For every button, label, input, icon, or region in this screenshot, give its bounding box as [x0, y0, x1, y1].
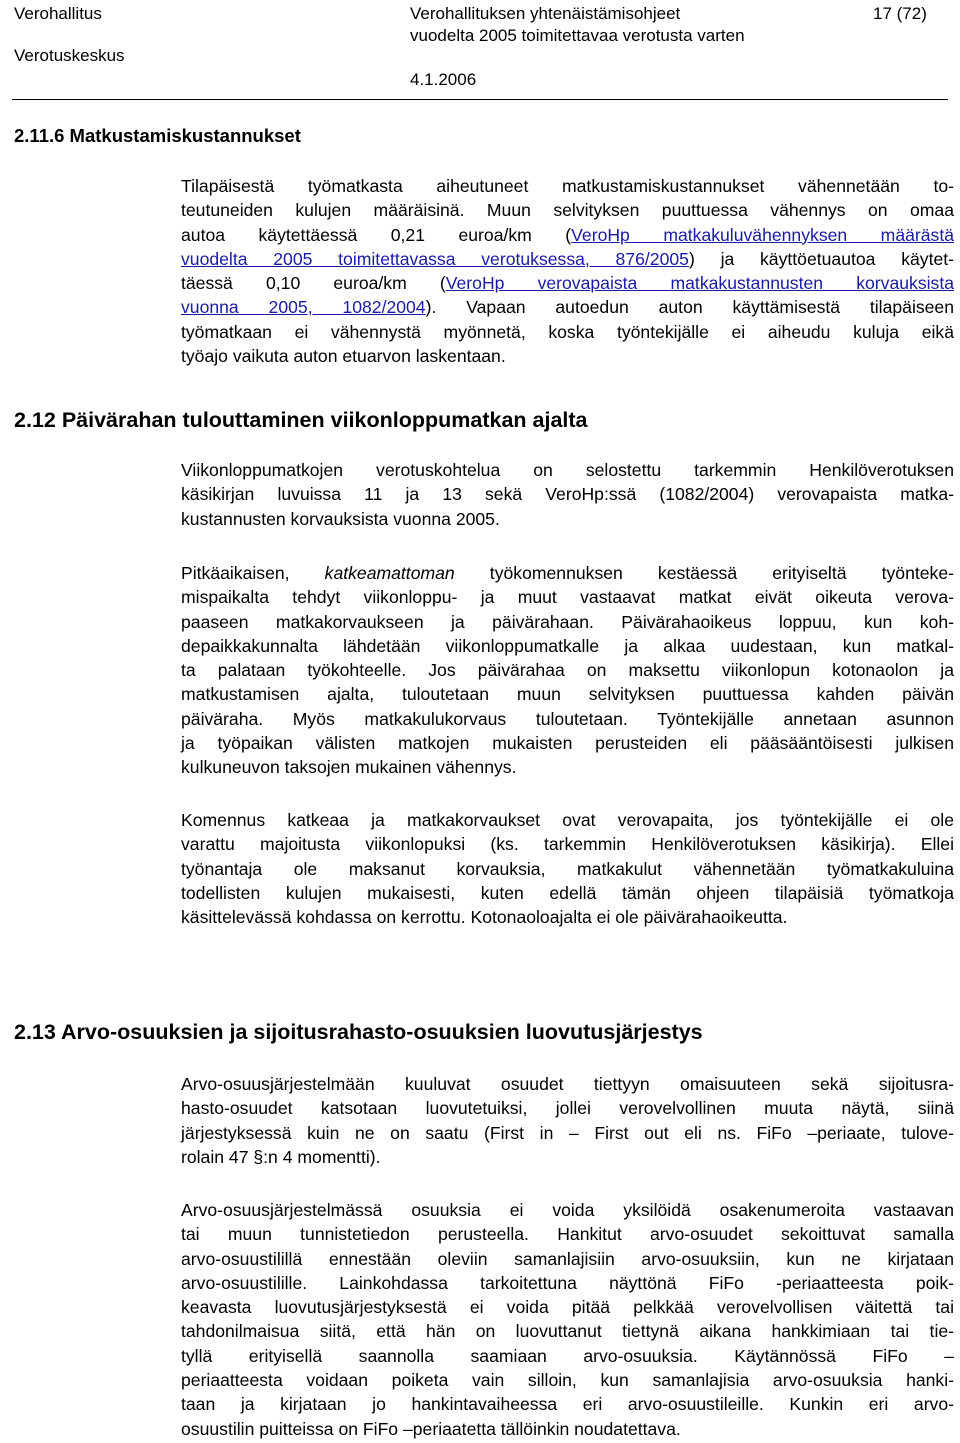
section-heading-2-11-6: 2.11.6 Matkustamiskustannukset [14, 125, 301, 146]
text-line: mispaikalta tehdyt viikonloppu- ja muut vastaavat matkat eivät oikeuta verova- [181, 587, 954, 608]
text-line: osuustilin puitteissa on FiFo –periaatetta tällöinkin noudatettava. [181, 1418, 681, 1439]
text-line: todellisten kulujen mukaisesti, kuten edellä tämän ohjeen tilapäisiä työmatkoja [181, 882, 954, 903]
link-verohp-1082-2004-cont[interactable]: vuonna 2005, 1082/2004 [181, 297, 426, 318]
text-line: käsittelevässä kohdassa on kerrottu. Kotonaoloajalta ei ole päivärahaoikeutta. [181, 907, 788, 928]
text-line: varattu majoitusta viikonlopuksi (ks. tarkemmin Henkilöverotuksen käsikirja). Ellei [181, 834, 954, 855]
text-line: kustannusten korvauksista vuonna 2005. [181, 508, 500, 529]
text-line: tahdonilmaisua siitä, että hän on luovuttanut tiettynä aikana hankkimiaan tai tie- [181, 1321, 954, 1342]
paragraph-book-entry-system [181, 1198, 954, 1441]
text-line: Arvo-osuusjärjestelmässä osuuksia ei voida yksilöidä osakenumeroita vastaavan [181, 1200, 954, 1220]
text-line: työajo vaikuta auton etuarvon laskentaan. [181, 346, 506, 367]
text-line: depaikkakunnalta lähdetään viikonloppumatkalle ja alkaa uudestaan, kun matkal- [181, 635, 954, 656]
text-segment: autoa käytettäessä 0,21 euroa/km ( [181, 224, 572, 245]
text-line: päiväraha. Myös matkakulukorvaus tuloutetaan. Työntekijälle annetaan asunnon [181, 708, 954, 729]
header-page-number: 17 (72) [873, 4, 927, 23]
link-verohp-876-2005-cont[interactable]: vuodelta 2005 toimitettavassa verotuksessa, 876/2005 [181, 248, 689, 269]
text-line: paaseen matkakorvaukseen ja päivärahaan. Päivärahaoikeus loppuu, kun koh- [181, 611, 954, 632]
text-line: rolain 47 §:n 4 momentti). [181, 1146, 381, 1167]
text-line [181, 561, 954, 585]
text-segment: täessä 0,10 euroa/km ( [181, 273, 446, 294]
text-line: periaatteesta voidaan poiketa vain silloin, kun samanlajisia arvo-osuuksia hanki- [181, 1370, 954, 1391]
text-line: hasto-osuudet katsotaan luovutetuiksi, jollei verovelvollinen muuta näytä, siinä [181, 1098, 954, 1119]
text-line [181, 247, 954, 271]
text-line: Arvo-osuusjärjestelmään kuuluvat osuudet tiettyyn omaisuuteen sekä sijoitusra- [181, 1074, 954, 1094]
text-line: järjestyksessä kuin ne on saatu (First in – First out eli ns. FiFo –periaate, tulove- [181, 1122, 954, 1143]
text-line [181, 223, 954, 247]
text-line: keavasta luovutusjärjestyksestä ei voida pitää pelkkää verovelvollisen väitettä tai [181, 1297, 954, 1318]
text-line: kulkuneuvon taksojen mukainen vähennys. [181, 757, 517, 778]
paragraph-assignment-interrupted [181, 808, 954, 929]
paragraph-fifo-principle [181, 1072, 954, 1169]
text-line: Komennus katkeaa ja matkakorvaukset ovat verovapaita, jos työntekijälle ei ole [181, 810, 954, 830]
paragraph-weekend-trips-ref [181, 458, 954, 531]
text-segment: ). Vapaan autoedun auton käyttämisestä tilapäiseen [425, 297, 954, 318]
header-doc-title: Verohallituksen yhtenäistämisohjeet [410, 4, 681, 23]
header-date: 4.1.2006 [410, 70, 477, 89]
emphasis-text: katkeamattoman [324, 563, 455, 583]
text-segment: Pitkäaikaisen, [181, 563, 325, 583]
link-verohp-876-2005[interactable]: VeroHp matkakuluvähennyksen määrästä [571, 224, 954, 245]
text-line: arvo-osuustilillä ennestään oleviin samanlajisiin arvo-osuuksiin, kun ne kirjataan [181, 1248, 954, 1269]
header-doc-subtitle: vuodelta 2005 toimitettavaa verotusta varten [410, 26, 745, 45]
text-line: tai muun tunnistetiedon perusteella. Hankitut arvo-osuudet sekoittuvat samalla [181, 1224, 954, 1245]
section-heading-2-12: 2.12 Päivärahan tulouttaminen viikonloppumatkan ajalta [14, 408, 588, 432]
text-line: käsikirjan luvuissa 11 ja 13 sekä VeroHp:ssä (1082/2004) verovapaista matka- [181, 484, 954, 505]
paragraph-long-term-assignment [181, 561, 954, 780]
header-dept: Verotuskeskus [14, 46, 125, 65]
header-divider [12, 99, 948, 100]
text-line: taan ja kirjataan jo hankintavaiheessa eri arvo-osuustileille. Kunkin eri arvo- [181, 1394, 954, 1415]
text-line: tyllä erityisellä saannolla saamiaan arvo-osuuksia. Käytännössä FiFo – [181, 1345, 954, 1366]
header-org: Verohallitus [14, 4, 102, 23]
text-line: ja työpaikan välisten matkojen mukaisten perusteiden eli pääsääntöisesti julkisen [181, 733, 954, 754]
text-line: ta palataan työkohteelle. Jos päivärahaa on maksettu viikonlopun kotonaolon ja [181, 660, 954, 681]
text-line: matkustamisen ajalta, tuloutetaan muun selvityksen puuttuessa kahden päivän [181, 684, 954, 705]
paragraph-travel-costs [181, 174, 954, 368]
text-line: Viikonloppumatkojen verotuskohtelua on selostettu tarkemmin Henkilöverotuksen [181, 460, 954, 480]
text-segment: ) ja käyttöetuautoa käytet- [688, 248, 954, 269]
text-line: Tilapäisestä työmatkasta aiheutuneet matkustamiskustannukset vähennetään to- [181, 176, 954, 196]
text-line [181, 295, 954, 319]
section-heading-2-13: 2.13 Arvo-osuuksien ja sijoitusrahasto-osuuksien luovutusjärjestys [14, 1020, 703, 1044]
text-line [181, 271, 954, 295]
link-verohp-1082-2004[interactable]: VeroHp verovapaista matkakustannusten korvauksista [445, 273, 954, 294]
text-line: arvo-osuustilille. Lainkohdassa tarkoitettuna näyttönä FiFo -periaatteesta poik- [181, 1272, 954, 1293]
text-line: työnantaja ole maksanut korvauksia, matkakulut vähennetään työmatkakuluina [181, 858, 954, 879]
text-segment: työkomennuksen kestäessä erityiseltä työnteke- [454, 563, 954, 583]
text-line: työmatkaan ei vähennystä myönnetä, koska työntekijälle ei aiheudu kuluja eikä [181, 321, 954, 342]
text-line: teutuneiden kulujen määräisinä. Muun selvityksen puuttuessa vähennys on omaa [181, 200, 954, 221]
